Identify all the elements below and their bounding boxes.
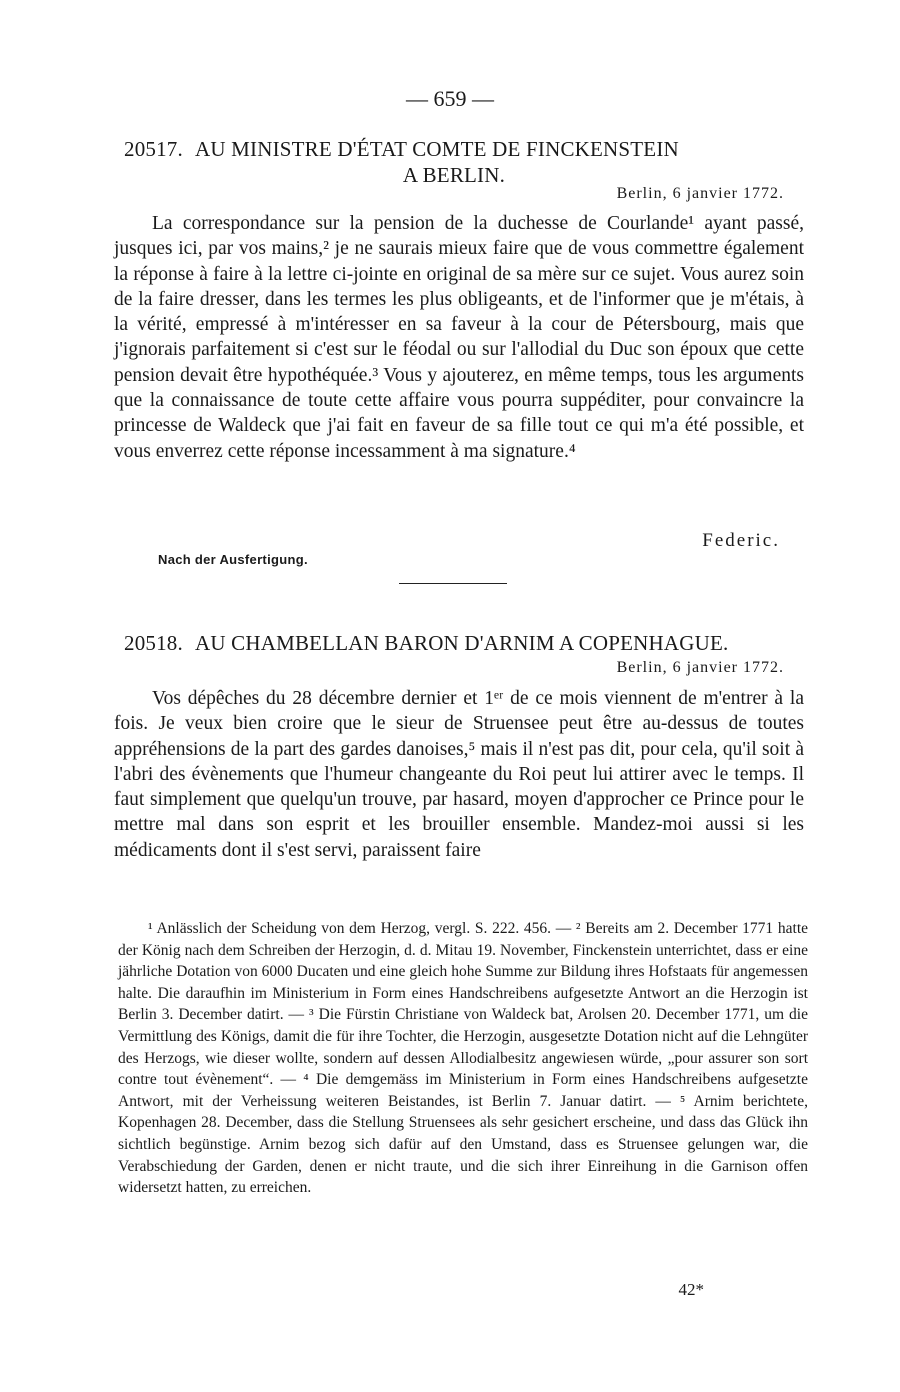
page-number: — 659 —	[406, 86, 494, 111]
letter-paragraph: Vos dépêches du 28 décembre dernier et 1ᵉʳ de ce mois viennent de m'entrer à la fois. Je veux bien croire que le sieur de Struensee peut être au-dessus de toutes appréhensions de la part des gardes danoises,⁵ mais il n'est pas dit, pour cela, qu'il soit à l'abri des évènements que l'humeur changeante du Roi peut lui attirer avec le temps. Il faut simplement que quelqu'un trouve, par hasard, moyen d'approcher ce Prince pour le mettre mal dans son esprit et les brouiller ensemble. Mandez-moi aussi si les médicaments dont il s'est servi, paraissent faire	[114, 688, 804, 861]
letter-heading-20518	[124, 630, 784, 656]
dateline: Berlin, 6 janvier 1772.	[616, 659, 784, 676]
letter-body	[114, 686, 804, 863]
section-divider	[399, 583, 507, 584]
heading-line1: AU MINISTRE D'ÉTAT COMTE DE FINCKENSTEIN	[194, 137, 679, 161]
footnote-text: ¹ Anlässlich der Scheidung von dem Herzog, vergl. S. 222. 456. — ² Bereits am 2. December 1771 hatte der König nach dem Schreiben der Herzogin, d. d. Mitau 19. November, Finckenstein unterrichtet, dass er eine jährliche Dotation von 6000 Ducaten und eine gleich hohe Summe zur Bildung ihres Hofstaats für angemessen halte. Die daraufhin im Ministerium in Form eines Handschreibens aufgesetzte Antwort an die Herzogin ist Berlin 3. December datirt. — ³ Die Fürstin Christiane von Waldeck bat, Arolsen 20. December 1771, um die Vermittlung des Königs, damit die für ihre Tochter, die Herzogin, ausgesetzte Dotation nicht auf die Lehngüter des Herzogs, wie dieser wollte, sondern auf dessen Allodialbesitz angewiesen würde, „pour assurer son sort contre tout évènement“. — ⁴ Die demgemäss im Ministerium in Form eines Handschreibens aufgesetzte Antwort, mit der Verheissung weiteren Beistandes, ist Berlin 7. Januar datirt. — ⁵ Arnim berichtete, Kopenhagen 28. December, dass die Stellung Struensees als sehr gesichert erscheine, und dass das Glück ihn sichtlich begünstige. Arnim bezog sich dafür auf den Umstand, dass es Struensee gelungen war, die Verabschiedung der Garden, denen er nicht traute, und die sich ihrer Einreihung in die Garnison offen widersetzt hatten, zu erreichen.	[118, 920, 808, 1197]
letter-number: 20517.	[124, 137, 183, 161]
letter-body	[114, 211, 804, 464]
heading-line1: AU CHAMBELLAN BARON D'ARNIM A COPENHAGUE.	[194, 631, 729, 655]
heading-line2: A BERLIN.	[402, 163, 506, 187]
signature-mark: 42*	[678, 1280, 704, 1299]
dateline: Berlin, 6 janvier 1772.	[616, 185, 784, 202]
footnotes	[118, 918, 808, 1199]
letter-number: 20518.	[124, 631, 183, 655]
letter-heading-20517	[124, 136, 784, 188]
signature: Federic.	[702, 530, 780, 551]
source-note: Nach der Ausfertigung.	[158, 552, 308, 567]
letter-paragraph: La correspondance sur la pension de la duchesse de Courlande¹ ayant passé, jusques ici, par vos mains,² je ne saurais mieux faire que de vous commettre également la réponse à faire à la lettre ci-jointe en original de sa mère sur ce sujet. Vous aurez soin de la faire dresser, dans les termes les plus obligeants, et de l'informer que je m'étais, à la vérité, empressé à m'intéresser en sa faveur à la cour de Pétersbourg, mais que j'ignorais parfaitement si c'est sur le féodal ou sur l'allodial du Duc son époux que cette pension devait être hypothéquée.³ Vous y ajouterez, en même temps, tous les arguments que la connaissance de toute cette affaire vous pourra suppéditer, pour convaincre la princesse de Waldeck que j'ai fait en faveur de sa fille tout ce qui m'a été possible, et vous enverrez cette réponse incessamment à ma signature.⁴	[114, 213, 804, 462]
